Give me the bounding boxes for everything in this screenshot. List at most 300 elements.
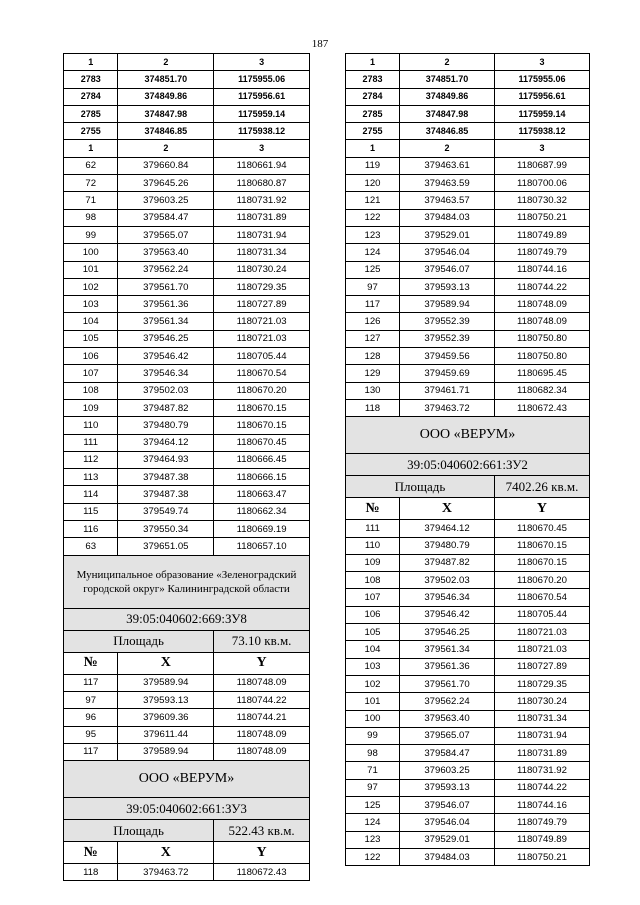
right-coordinates-table (345, 53, 590, 866)
table-cell: 379584.47 (400, 745, 495, 762)
table-cell: 2785 (346, 105, 400, 122)
table-cell: 379562.24 (118, 261, 214, 278)
table-cell: 106 (346, 606, 400, 623)
table-cell: 1180669.19 (214, 521, 310, 538)
area-label: Площадь (346, 476, 495, 498)
table-row (64, 157, 310, 174)
table-cell: 1180748.09 (214, 674, 310, 691)
parcel-number (346, 454, 590, 476)
table-cell: 1180670.45 (214, 434, 310, 451)
table-row (64, 261, 310, 278)
table-cell: 1 (346, 54, 400, 71)
table-row (346, 261, 590, 278)
table-cell: 1180662.34 (214, 503, 310, 520)
table-row (346, 693, 590, 710)
table-row (64, 365, 310, 382)
table-cell: 97 (346, 779, 400, 796)
table-cell: 379487.82 (118, 399, 214, 416)
area-row (346, 476, 590, 498)
table-cell: 2755 (346, 123, 400, 140)
table-cell: 1180666.45 (214, 451, 310, 468)
table-cell: 1175956.61 (494, 88, 589, 105)
table-cell: 2 (118, 140, 214, 157)
table-cell: 1180730.32 (494, 192, 589, 209)
table-row (346, 192, 590, 209)
left-coordinates-column (63, 53, 310, 881)
table-cell: 1175955.06 (494, 71, 589, 88)
table-cell: 379593.13 (400, 278, 495, 295)
table-row (346, 710, 590, 727)
table-cell: 1180687.99 (494, 157, 589, 174)
table-cell: 122 (346, 848, 400, 865)
table-cell: 2785 (64, 105, 118, 122)
table-row (346, 796, 590, 813)
table-cell: 1180721.03 (214, 313, 310, 330)
table-row (346, 71, 590, 88)
table-cell: 379561.70 (400, 675, 495, 692)
table-cell: 130 (346, 382, 400, 399)
table-row (346, 762, 590, 779)
table-cell: 379550.34 (118, 521, 214, 538)
table-cell: X (118, 652, 214, 674)
table-cell: 71 (346, 762, 400, 779)
table-cell: 379546.42 (400, 606, 495, 623)
table-row (346, 244, 590, 261)
table-cell: 1180748.09 (494, 313, 589, 330)
table-cell: 374846.85 (400, 123, 495, 140)
table-cell: 1180727.89 (214, 296, 310, 313)
table-row (64, 330, 310, 347)
area-row (64, 820, 310, 842)
table-cell: 1180670.15 (214, 399, 310, 416)
table-cell: 379546.07 (400, 261, 495, 278)
table-cell: 107 (64, 365, 118, 382)
table-cell: 100 (346, 710, 400, 727)
table-cell: 110 (64, 417, 118, 434)
table-row (64, 105, 310, 122)
table-cell: 1180731.34 (494, 710, 589, 727)
table-cell: 374849.86 (400, 88, 495, 105)
table-cell: 1180682.34 (494, 382, 589, 399)
table-row (346, 330, 590, 347)
table-cell: 107 (346, 589, 400, 606)
table-cell: 98 (64, 209, 118, 226)
table-cell: 379461.71 (400, 382, 495, 399)
table-row (346, 278, 590, 295)
table-cell: 379549.74 (118, 503, 214, 520)
table-row (346, 382, 590, 399)
table-cell: 125 (346, 261, 400, 278)
table-cell: 1180666.15 (214, 469, 310, 486)
table-row (346, 727, 590, 744)
table-row (346, 226, 590, 243)
table-cell: 379584.47 (118, 209, 214, 226)
table-row (346, 572, 590, 589)
table-cell: 379463.72 (118, 864, 214, 881)
table-cell: 379464.12 (118, 434, 214, 451)
table-cell: 374846.85 (118, 123, 214, 140)
area-label: Площадь (64, 820, 214, 842)
area-value: 73.10 кв.м. (214, 630, 310, 652)
table-cell: 2784 (346, 88, 400, 105)
header-row (64, 54, 310, 71)
table-row (346, 175, 590, 192)
table-cell: 379459.56 (400, 348, 495, 365)
table-cell: 1175955.06 (214, 71, 310, 88)
table-cell: 1180731.34 (214, 244, 310, 261)
left-coordinates-table (63, 53, 310, 881)
table-cell: 379487.82 (400, 554, 495, 571)
area-value: 522.43 кв.м. (214, 820, 310, 842)
table-cell: 2783 (64, 71, 118, 88)
table-row (64, 175, 310, 192)
table-cell: 1180661.94 (214, 157, 310, 174)
table-cell: 3 (494, 54, 589, 71)
table-cell: 120 (346, 175, 400, 192)
table-row (346, 814, 590, 831)
table-cell: 112 (64, 451, 118, 468)
table-row (64, 486, 310, 503)
table-row (64, 123, 310, 140)
parcel-number (64, 798, 310, 820)
table-cell: 1180731.94 (214, 226, 310, 243)
table-row (64, 209, 310, 226)
table-cell: 1180748.09 (214, 743, 310, 760)
table-row (64, 348, 310, 365)
table-row (346, 105, 590, 122)
table-row (64, 296, 310, 313)
table-cell: 100 (64, 244, 118, 261)
table-cell: 39:05:040602:669:ЗУ8 (64, 608, 310, 630)
table-cell: 1180750.21 (494, 848, 589, 865)
table-row (346, 675, 590, 692)
table-cell: 99 (346, 727, 400, 744)
table-cell: 1180730.24 (214, 261, 310, 278)
table-cell: 379464.12 (400, 520, 495, 537)
table-row (64, 71, 310, 88)
table-row (64, 503, 310, 520)
table-cell: 118 (64, 864, 118, 881)
table-cell: 1 (346, 140, 400, 157)
table-cell: 374847.98 (118, 105, 214, 122)
table-cell: № (64, 842, 118, 864)
table-cell: 379589.94 (118, 743, 214, 760)
table-cell: 95 (64, 726, 118, 743)
table-cell: 379529.01 (400, 831, 495, 848)
table-row (346, 365, 590, 382)
table-row (64, 382, 310, 399)
table-row (64, 88, 310, 105)
table-cell: 102 (64, 278, 118, 295)
table-cell: 62 (64, 157, 118, 174)
table-cell: 379546.25 (400, 624, 495, 641)
table-cell: 117 (64, 743, 118, 760)
table-cell: Y (494, 498, 589, 520)
table-cell: 1180695.45 (494, 365, 589, 382)
table-cell: ООО «ВЕРУМ» (346, 417, 590, 454)
table-cell: 111 (346, 520, 400, 537)
table-cell: 1180750.80 (494, 348, 589, 365)
table-cell: X (400, 498, 495, 520)
table-cell: 379651.05 (118, 538, 214, 555)
area-value: 7402.26 кв.м. (494, 476, 589, 498)
table-cell: 1180663.47 (214, 486, 310, 503)
table-cell: 124 (346, 244, 400, 261)
table-cell: 129 (346, 365, 400, 382)
table-cell: 2 (400, 54, 495, 71)
table-cell: 379561.70 (118, 278, 214, 295)
table-cell: 2 (400, 140, 495, 157)
table-cell: 1180670.15 (494, 554, 589, 571)
table-cell: 379502.03 (118, 382, 214, 399)
table-cell: X (118, 842, 214, 864)
table-cell: 374851.70 (118, 71, 214, 88)
table-cell: 1180744.16 (494, 796, 589, 813)
table-cell: 379546.34 (118, 365, 214, 382)
table-cell: 97 (64, 691, 118, 708)
table-cell: 110 (346, 537, 400, 554)
table-cell: 1180744.21 (214, 709, 310, 726)
table-cell: 379529.01 (400, 226, 495, 243)
table-cell: 106 (64, 348, 118, 365)
column-header-row (64, 842, 310, 864)
table-row (346, 589, 590, 606)
table-cell: 374849.86 (118, 88, 214, 105)
table-cell: 379565.07 (118, 226, 214, 243)
column-header-row (346, 498, 590, 520)
table-cell: 1180731.92 (214, 192, 310, 209)
table-cell: 126 (346, 313, 400, 330)
table-cell: 123 (346, 226, 400, 243)
table-row (64, 864, 310, 881)
page-number: 187 (311, 38, 329, 50)
table-cell: № (346, 498, 400, 520)
table-row (346, 520, 590, 537)
table-cell: 1180748.09 (214, 726, 310, 743)
area-label: Площадь (64, 630, 214, 652)
table-row (346, 123, 590, 140)
header-row (346, 140, 590, 157)
table-cell: 111 (64, 434, 118, 451)
table-cell: 97 (346, 278, 400, 295)
table-cell: 108 (346, 572, 400, 589)
table-cell: 379546.07 (400, 796, 495, 813)
table-cell: Y (214, 842, 310, 864)
table-cell: 1180744.22 (494, 779, 589, 796)
table-row (346, 209, 590, 226)
table-cell: 1180670.20 (214, 382, 310, 399)
table-cell: 1180670.45 (494, 520, 589, 537)
table-row (64, 691, 310, 708)
table-cell: 105 (64, 330, 118, 347)
table-cell: 114 (64, 486, 118, 503)
table-cell: 1180744.22 (494, 278, 589, 295)
header-row (64, 140, 310, 157)
table-cell: 122 (346, 209, 400, 226)
table-cell: 1180750.21 (494, 209, 589, 226)
table-cell: 1180721.03 (494, 624, 589, 641)
table-cell: 1180749.89 (494, 831, 589, 848)
table-cell: 1180744.22 (214, 691, 310, 708)
table-cell: 379487.38 (118, 469, 214, 486)
table-cell: 379609.36 (118, 709, 214, 726)
table-cell: 379561.34 (118, 313, 214, 330)
table-cell: 1180749.89 (494, 226, 589, 243)
table-cell: 379480.79 (118, 417, 214, 434)
table-cell: 1180700.06 (494, 175, 589, 192)
table-row (64, 226, 310, 243)
table-cell: 1175959.14 (214, 105, 310, 122)
table-cell: 103 (64, 296, 118, 313)
table-cell: 96 (64, 709, 118, 726)
table-cell: Муниципальное образование «Зеленоградский городской округ» Калининградской области (64, 555, 310, 608)
table-cell: 101 (64, 261, 118, 278)
table-row (346, 606, 590, 623)
table-cell: 125 (346, 796, 400, 813)
table-cell: 1180731.89 (494, 745, 589, 762)
table-cell: Y (214, 652, 310, 674)
table-cell: 2783 (346, 71, 400, 88)
table-cell: 1180749.79 (494, 814, 589, 831)
table-cell: 379563.40 (400, 710, 495, 727)
table-row (64, 743, 310, 760)
table-cell: 379546.34 (400, 589, 495, 606)
table-cell: 1180721.03 (214, 330, 310, 347)
table-row (346, 157, 590, 174)
table-cell: 117 (64, 674, 118, 691)
table-cell: 109 (64, 399, 118, 416)
table-cell: 379563.40 (118, 244, 214, 261)
table-cell: ООО «ВЕРУМ» (64, 761, 310, 798)
table-cell: 379463.61 (400, 157, 495, 174)
table-cell: 1180670.54 (494, 589, 589, 606)
table-cell: 39:05:040602:661:ЗУ3 (64, 798, 310, 820)
table-cell: 1180749.79 (494, 244, 589, 261)
table-cell: 379611.44 (118, 726, 214, 743)
table-cell: 1180731.92 (494, 762, 589, 779)
table-row (346, 658, 590, 675)
table-row (64, 192, 310, 209)
table-cell: 379593.13 (400, 779, 495, 796)
table-cell: 128 (346, 348, 400, 365)
table-row (346, 296, 590, 313)
table-cell: 1175938.12 (214, 123, 310, 140)
table-cell: 115 (64, 503, 118, 520)
table-cell: 109 (346, 554, 400, 571)
table-cell: 379463.72 (400, 399, 495, 416)
table-cell: 1180748.09 (494, 296, 589, 313)
table-cell: 1180680.87 (214, 175, 310, 192)
table-cell: 105 (346, 624, 400, 641)
table-row (346, 399, 590, 416)
table-cell: 2 (118, 54, 214, 71)
owner-heading (346, 417, 590, 454)
table-cell: 374847.98 (400, 105, 495, 122)
table-row (64, 469, 310, 486)
table-cell: 379502.03 (400, 572, 495, 589)
table-row (64, 417, 310, 434)
table-cell: 1 (64, 54, 118, 71)
table-cell: 379487.38 (118, 486, 214, 503)
table-cell: 1180750.80 (494, 330, 589, 347)
table-cell: 113 (64, 469, 118, 486)
table-cell: 379463.57 (400, 192, 495, 209)
table-row (64, 538, 310, 555)
right-coordinates-column (345, 53, 590, 866)
table-cell: 123 (346, 831, 400, 848)
table-cell: 1180670.54 (214, 365, 310, 382)
table-cell: 379552.39 (400, 330, 495, 347)
table-cell: 1180670.15 (214, 417, 310, 434)
table-cell: 3 (214, 140, 310, 157)
table-cell: 3 (494, 140, 589, 157)
table-cell: 379546.42 (118, 348, 214, 365)
table-cell: 379603.25 (400, 762, 495, 779)
table-cell: 1180705.44 (214, 348, 310, 365)
table-row (64, 451, 310, 468)
table-cell: 1180731.94 (494, 727, 589, 744)
table-cell: 379459.69 (400, 365, 495, 382)
table-cell: 379589.94 (400, 296, 495, 313)
table-row (64, 674, 310, 691)
table-row (64, 521, 310, 538)
table-cell: 1180730.24 (494, 693, 589, 710)
table-cell: 127 (346, 330, 400, 347)
table-cell: 379480.79 (400, 537, 495, 554)
table-cell: 2755 (64, 123, 118, 140)
table-cell: 119 (346, 157, 400, 174)
table-row (346, 779, 590, 796)
table-cell: 1180657.10 (214, 538, 310, 555)
table-cell: 379464.93 (118, 451, 214, 468)
table-cell: 1180670.15 (494, 537, 589, 554)
table-cell: 103 (346, 658, 400, 675)
table-cell: 1180729.35 (494, 675, 589, 692)
table-cell: 379546.04 (400, 814, 495, 831)
table-cell: 1175938.12 (494, 123, 589, 140)
table-row (64, 244, 310, 261)
owner-heading (64, 761, 310, 798)
table-cell: 116 (64, 521, 118, 538)
table-row (64, 709, 310, 726)
table-cell: 1180672.43 (214, 864, 310, 881)
table-row (346, 88, 590, 105)
table-row (346, 554, 590, 571)
table-row (64, 313, 310, 330)
area-row (64, 630, 310, 652)
table-cell: 101 (346, 693, 400, 710)
table-cell: 118 (346, 399, 400, 416)
table-cell: № (64, 652, 118, 674)
table-row (64, 726, 310, 743)
table-cell: 1175959.14 (494, 105, 589, 122)
table-cell: 379593.13 (118, 691, 214, 708)
table-row (346, 537, 590, 554)
table-cell: 379484.03 (400, 848, 495, 865)
table-cell: 1180721.03 (494, 641, 589, 658)
table-row (346, 745, 590, 762)
table-cell: 379603.25 (118, 192, 214, 209)
table-cell: 121 (346, 192, 400, 209)
table-row (64, 399, 310, 416)
table-cell: 39:05:040602:661:ЗУ2 (346, 454, 590, 476)
table-cell: 1180705.44 (494, 606, 589, 623)
table-cell: 1180670.20 (494, 572, 589, 589)
table-cell: 1 (64, 140, 118, 157)
table-cell: 71 (64, 192, 118, 209)
table-cell: 63 (64, 538, 118, 555)
table-row (346, 624, 590, 641)
